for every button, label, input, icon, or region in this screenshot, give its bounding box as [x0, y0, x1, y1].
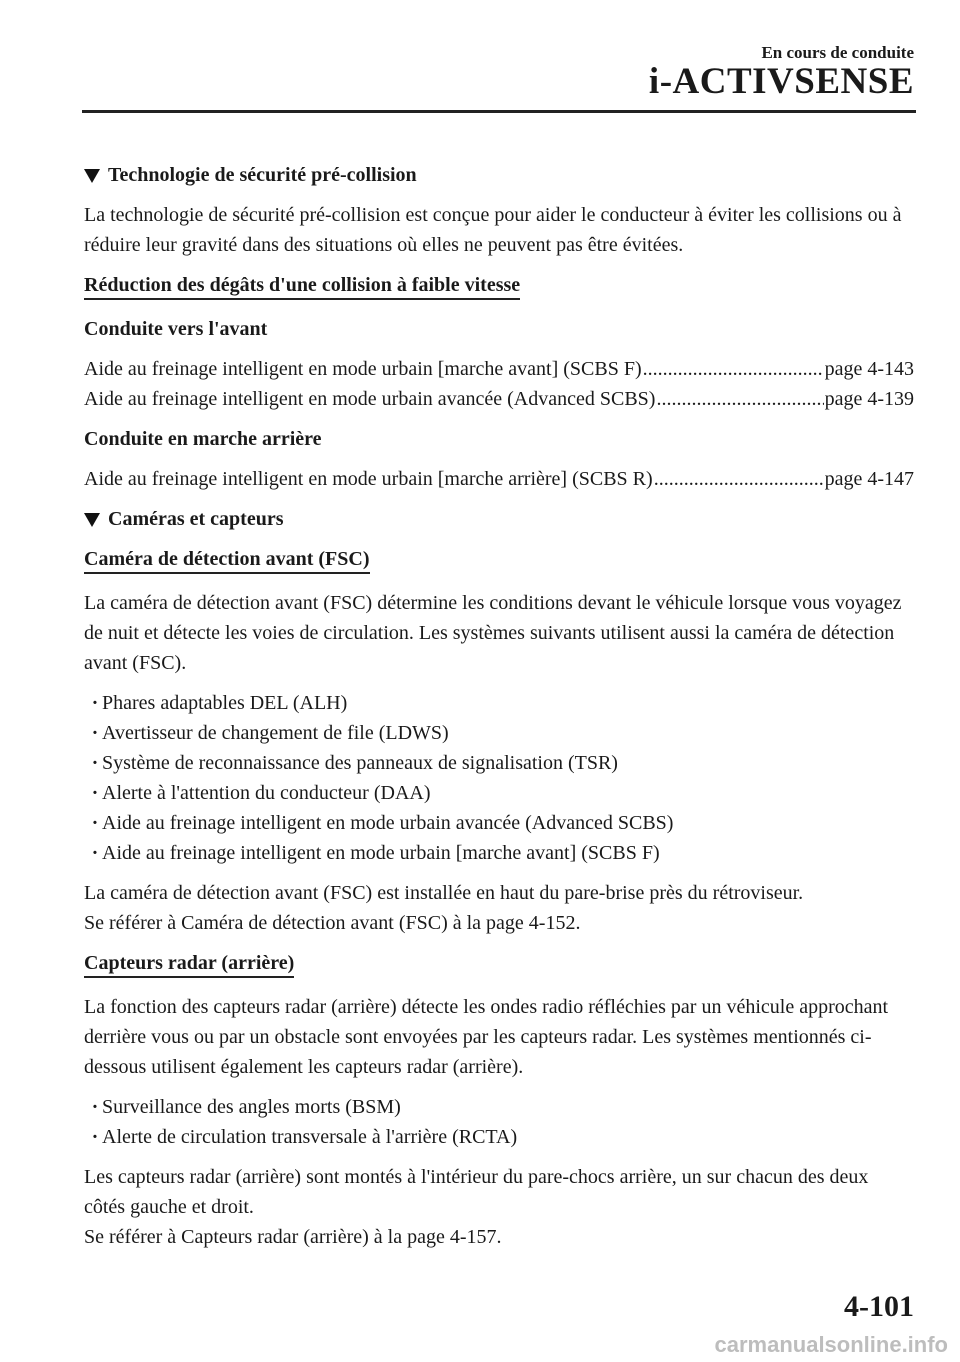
triangle-down-icon: [84, 169, 100, 183]
list-item: · Système de reconnaissance des panneaux de signalisation (TSR): [88, 748, 914, 778]
toc-entry-scbs-r: [84, 464, 914, 494]
toc-text: Aide au freinage intelligent en mode urbain [marche arrière] (SCBS R): [84, 468, 653, 490]
bullet-icon: ·: [91, 1126, 99, 1148]
list-item: · Aide au freinage intelligent en mode urbain [marche avant] (SCBS F): [88, 838, 914, 868]
bullet-icon: ·: [91, 752, 99, 774]
toc-page-ref: page 4-147: [824, 468, 914, 490]
toc-page-ref: page 4-139: [824, 388, 914, 410]
bullet-icon: ·: [91, 692, 99, 714]
fsc-system-list: [84, 688, 914, 868]
paragraph-radar-location: Les capteurs radar (arrière) sont montés à l'intérieur du pare-chocs arrière, un sur chacun des deux côtés gauche et droit.: [84, 1166, 869, 1218]
section-heading-label: Caméras et capteurs: [108, 508, 284, 530]
paragraph-intro: La technologie de sécurité pré-collision est conçue pour aider le conducteur à éviter les collisions ou à réduire leur gravité dans des situations où elles ne peuvent pas être évitées.: [84, 204, 902, 256]
subheading-low-speed: Réduction des dégâts d'une collision à faible vitesse: [84, 272, 520, 300]
list-item: · Phares adaptables DEL (ALH): [88, 688, 914, 718]
toc-leader: [656, 384, 823, 414]
section-heading-precollision: [84, 160, 914, 190]
paragraph-fsc-intro: La caméra de détection avant (FSC) détermine les conditions devant le véhicule lorsque vous voyagez de nuit et détecte les voies de circulation. Les systèmes suivants utilisent aussi la caméra de détection avant (FSC).: [84, 592, 902, 674]
label-reverse: Conduite en marche arrière: [84, 428, 322, 450]
toc-entry-advanced-scbs: [84, 384, 914, 414]
bullet-icon: ·: [91, 842, 99, 864]
page-content: [84, 160, 914, 1262]
toc-text: Aide au freinage intelligent en mode urbain [marche avant] (SCBS F): [84, 358, 642, 380]
list-item: · Alerte à l'attention du conducteur (DAA): [88, 778, 914, 808]
chapter-title: En cours de conduite: [761, 43, 914, 62]
bullet-icon: ·: [91, 722, 99, 744]
section-heading-label: Technologie de sécurité pré-collision: [108, 164, 417, 186]
list-item: · Alerte de circulation transversale à l'arrière (RCTA): [88, 1122, 914, 1152]
section-heading-cameras: [84, 504, 914, 534]
subheading-fsc: Caméra de détection avant (FSC): [84, 546, 370, 574]
paragraph-fsc-location: La caméra de détection avant (FSC) est installée en haut du pare-brise près du rétroviseur.: [84, 882, 804, 904]
label-forward: Conduite vers l'avant: [84, 318, 268, 340]
toc-leader: [654, 464, 824, 494]
bullet-icon: ·: [91, 782, 99, 804]
page-number: 4-101: [844, 1290, 914, 1323]
paragraph-radar-reference: Se référer à Capteurs radar (arrière) à la page 4-157.: [84, 1226, 502, 1248]
bullet-icon: ·: [91, 1096, 99, 1118]
paragraph-fsc-reference: Se référer à Caméra de détection avant (FSC) à la page 4-152.: [84, 912, 581, 934]
list-item: · Aide au freinage intelligent en mode urbain avancée (Advanced SCBS): [88, 808, 914, 838]
list-item: · Surveillance des angles morts (BSM): [88, 1092, 914, 1122]
bullet-icon: ·: [91, 812, 99, 834]
toc-entry-scbs-f: [84, 354, 914, 384]
section-title: i-ACTIVSENSE: [648, 61, 914, 102]
watermark: carmanualsonline.info: [714, 1332, 948, 1357]
paragraph-radar-intro: La fonction des capteurs radar (arrière) détecte les ondes radio réfléchies par un véhicule approchant derrière vous ou par un obstacle sont envoyées par les capteurs radar. Les systèmes mentionnés ci-dessous utilisent également les capteurs radar (arrière).: [84, 996, 889, 1078]
radar-system-list: [84, 1092, 914, 1152]
subheading-radar: Capteurs radar (arrière): [84, 950, 294, 978]
toc-leader: [643, 354, 824, 384]
toc-page-ref: page 4-143: [824, 358, 914, 380]
list-item: · Avertisseur de changement de file (LDWS): [88, 718, 914, 748]
triangle-down-icon: [84, 513, 100, 527]
toc-text: Aide au freinage intelligent en mode urbain avancée (Advanced SCBS): [84, 388, 656, 410]
header-rule: [82, 110, 916, 113]
